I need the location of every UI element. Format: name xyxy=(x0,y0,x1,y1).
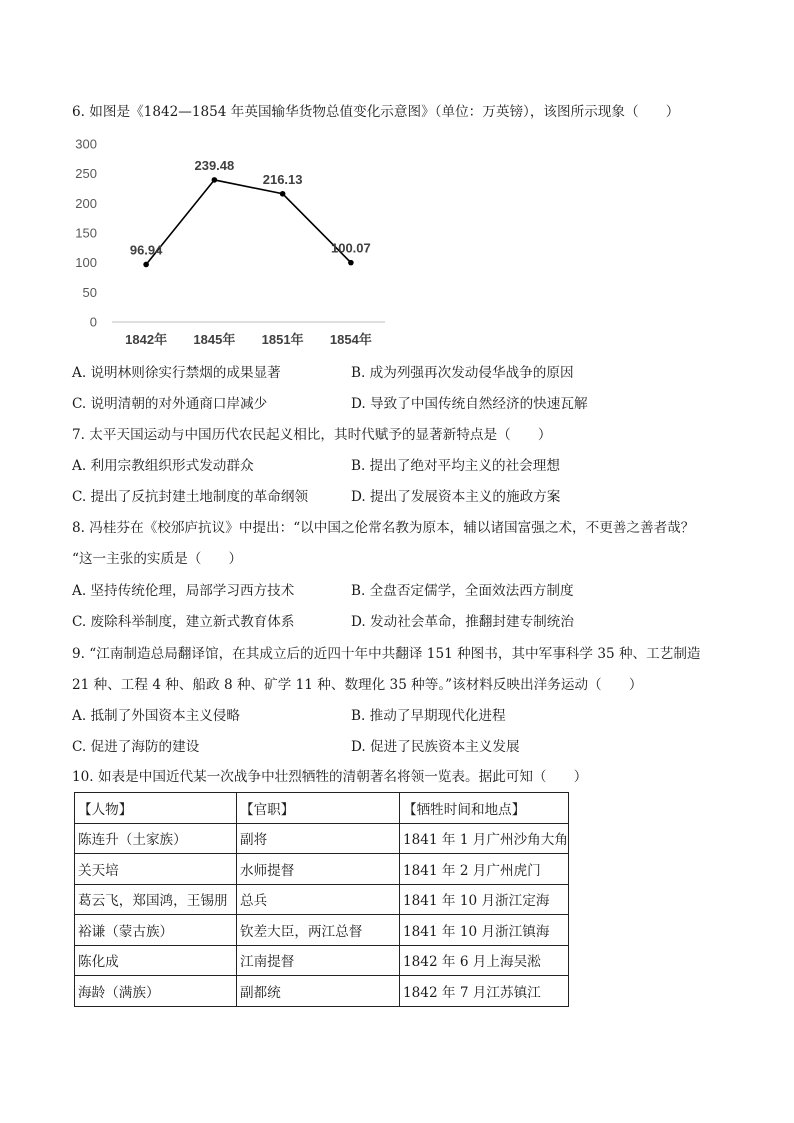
table-cell: 副将 xyxy=(237,823,400,854)
q8-stem-line2: “这一主张的实质是（ ） xyxy=(72,551,243,567)
data-points xyxy=(143,177,353,267)
q9-option-b[interactable]: B. 推动了早期现代化进程 xyxy=(351,708,506,724)
y-tick-label: 300 xyxy=(75,136,97,152)
data-labels xyxy=(130,158,371,258)
table-cell: 裕谦（蒙古族） xyxy=(75,915,237,946)
x-axis-ticks xyxy=(125,332,372,347)
q8-option-c[interactable]: C. 废除科举制度，建立新式教育体系 xyxy=(72,614,295,630)
q6-option-a[interactable]: A. 说明林则徐实行禁烟的成果显著 xyxy=(72,365,281,381)
q8-stem-line1: 8. 冯桂芬在《校邠庐抗议》中提出：“以中国之伦常名教为原本，辅以诸国富强之术，不更善之善者哉？ xyxy=(72,520,695,536)
q7-option-b[interactable]: B. 提出了绝对平均主义的社会理想 xyxy=(351,458,560,474)
table-row xyxy=(75,884,569,915)
table-cell: 海龄（满族） xyxy=(75,976,237,1007)
table-cell: 1841 年 2 月广州虎门 xyxy=(400,854,569,885)
data-label: 216.13 xyxy=(262,171,303,187)
q9-option-c[interactable]: C. 促进了海防的建设 xyxy=(72,739,200,755)
table-cell: 水师提督 xyxy=(237,854,400,885)
table-row xyxy=(75,854,569,885)
table-cell: 关天培 xyxy=(75,854,237,885)
table-row xyxy=(75,976,569,1007)
table-cell: 1841 年 10 月浙江定海 xyxy=(400,884,569,915)
data-point xyxy=(143,262,149,268)
table-header-row xyxy=(75,793,569,824)
q9-option-d[interactable]: D. 促进了民族资本主义发展 xyxy=(351,739,520,755)
data-label: 239.48 xyxy=(194,157,235,173)
y-tick-label: 250 xyxy=(75,166,97,182)
data-point xyxy=(280,191,286,197)
table-cell: 钦差大臣，两江总督 xyxy=(237,915,400,946)
x-tick-label: 1842年 xyxy=(125,332,168,347)
y-tick-label: 200 xyxy=(75,195,97,211)
q6-option-d[interactable]: D. 导致了中国传统自然经济的快速瓦解 xyxy=(351,396,588,412)
generals-table xyxy=(74,792,569,1007)
table-cell: 1841 年 10 月浙江镇海 xyxy=(400,915,569,946)
q10-stem: 10. 如表是中国近代某一次战争中壮烈牺牲的清朝著名将领一览表。据此可知（ ） xyxy=(72,769,588,785)
y-tick-label: 0 xyxy=(89,314,97,330)
table-cell: 副都统 xyxy=(237,976,400,1007)
q8-option-a[interactable]: A. 坚持传统伦理，局部学习西方技术 xyxy=(72,583,295,599)
q8-option-d[interactable]: D. 发动社会革命，推翻封建专制统治 xyxy=(351,614,574,630)
q9-option-a[interactable]: A. 抵制了外国资本主义侵略 xyxy=(72,708,240,724)
q6-stem: 6. 如图是《1842—1854 年英国输华货物总值变化示意图》（单位：万英镑），该图所示现象（ ） xyxy=(72,104,680,120)
table-header-cell: 【官职】 xyxy=(237,793,400,824)
series-line xyxy=(146,180,351,265)
data-label: 100.07 xyxy=(330,240,371,256)
q6-option-b[interactable]: B. 成为列强再次发动侵华战争的原因 xyxy=(351,365,574,381)
table-cell: 1842 年 7 月江苏镇江 xyxy=(400,976,569,1007)
q6-option-c[interactable]: C. 说明清朝的对外通商口岸减少 xyxy=(72,396,268,412)
table-row xyxy=(75,823,569,854)
x-tick-label: 1851年 xyxy=(261,332,304,347)
data-label: 96.94 xyxy=(129,242,163,258)
x-tick-label: 1845年 xyxy=(193,332,236,347)
x-tick-label: 1854年 xyxy=(329,332,372,347)
table-cell: 葛云飞，郑国鸿，王锡朋 xyxy=(75,884,237,915)
table-cell: 1841 年 1 月广州沙角大角 xyxy=(400,823,569,854)
q9-stem-line1: 9. “江南制造总局翻译馆，在其成立后的近四十年中共翻译 151 种图书，其中军事科学 35 种、工艺制造 xyxy=(72,646,701,662)
table-cell: 总兵 xyxy=(237,884,400,915)
q7-option-a[interactable]: A. 利用宗教组织形式发动群众 xyxy=(72,458,254,474)
table-header-cell: 【牺牲时间和地点】 xyxy=(400,793,569,824)
table-header-cell: 【人物】 xyxy=(75,793,237,824)
data-point xyxy=(348,260,354,266)
table-cell: 陈化成 xyxy=(75,945,237,976)
y-tick-label: 50 xyxy=(82,284,97,300)
q7-option-d[interactable]: D. 提出了发展资本主义的施政方案 xyxy=(351,489,561,505)
data-point xyxy=(212,177,218,183)
table-cell: 1842 年 6 月上海吴淞 xyxy=(400,945,569,976)
q6-line-chart xyxy=(60,130,400,355)
y-tick-label: 150 xyxy=(75,225,97,241)
q8-option-b[interactable]: B. 全盘否定儒学，全面效法西方制度 xyxy=(351,583,574,599)
table-cell: 江南提督 xyxy=(237,945,400,976)
q9-stem-line2: 21 种、工程 4 种、船政 8 种、矿学 11 种、数理化 35 种等。”该材料反映出洋务运动（ ） xyxy=(72,677,643,693)
y-axis-ticks xyxy=(75,137,97,330)
y-tick-label: 100 xyxy=(75,255,97,271)
table-cell: 陈连升（土家族） xyxy=(75,823,237,854)
q7-stem: 7. 太平天国运动与中国历代农民起义相比，其时代赋予的显著新特点是（ ） xyxy=(72,427,552,443)
table-row xyxy=(75,945,569,976)
table-row xyxy=(75,915,569,946)
q7-option-c[interactable]: C. 提出了反抗封建土地制度的革命纲领 xyxy=(72,489,309,505)
